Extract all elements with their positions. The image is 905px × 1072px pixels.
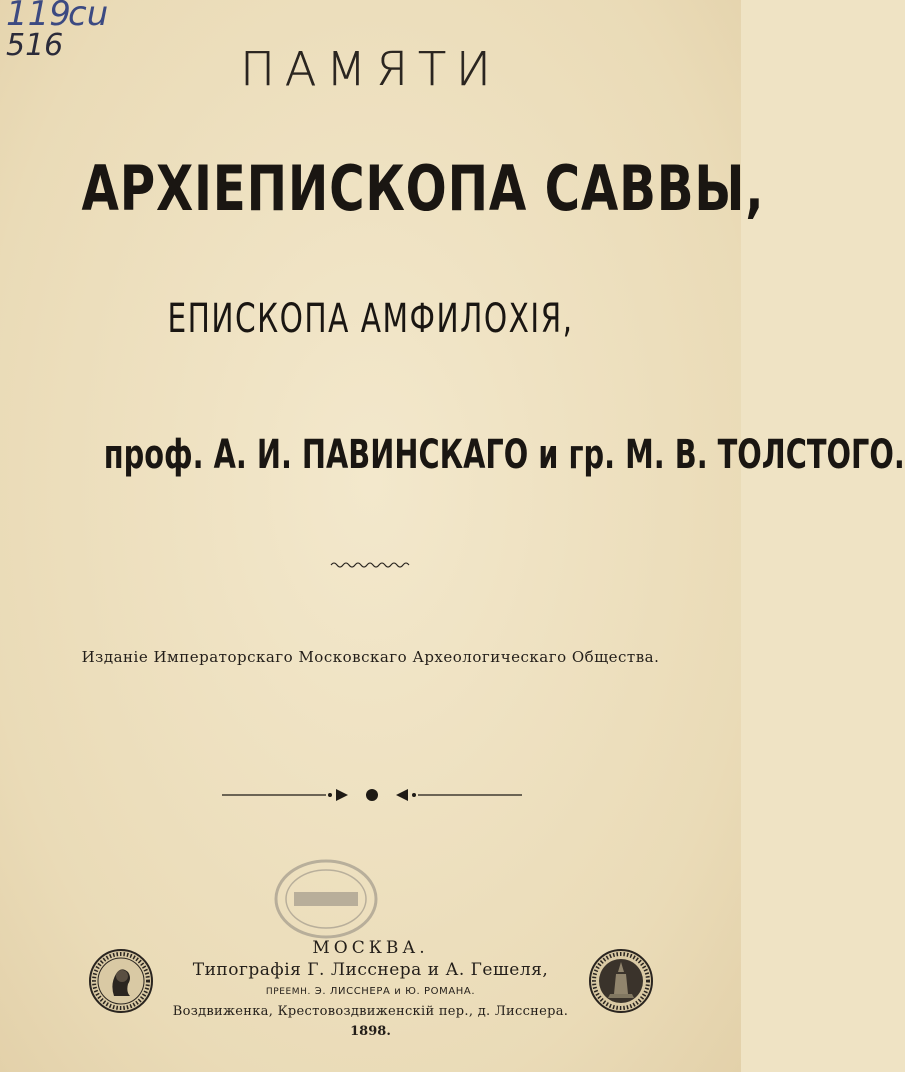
- wavy-ornament-icon: [330, 559, 412, 571]
- title-line-3: ЕПИСКОПА АМФИЛОХІЯ,: [167, 296, 574, 342]
- imprint-printer: Типографія Г. Лисснера и А. Гешеля,: [192, 960, 549, 980]
- edition-statement: Изданіе Императорскаго Московскаго Археологическаго Общества.: [81, 648, 660, 666]
- imprint-city: МОСКВА.: [312, 938, 429, 958]
- imprint-year: 1898.: [350, 1024, 391, 1039]
- imprint-address: Воздвиженка, Крестовоздвиженскій пер., д. Лисснера.: [172, 1004, 569, 1019]
- title-line-1: ПАМЯТИ: [240, 42, 501, 96]
- handwritten-shelfmark-bottom: 516: [6, 28, 64, 63]
- library-stamp-icon: [272, 856, 380, 942]
- title-line-4: проф. А. И. ПАВИНСКАГО и гр. М. В. ТОЛСТОГО.: [103, 432, 905, 478]
- imprint-successor-prefix: ПРЕЕМН.: [265, 987, 312, 997]
- handwritten-mark: cu: [68, 0, 109, 34]
- title-line-2: АРХІЕПИСКОПА САВВЫ,: [81, 152, 765, 225]
- ornamental-rule-icon: [222, 784, 522, 806]
- imprint-successor-names: Э. ЛИССНЕРА и Ю. РОМАНА.: [314, 986, 476, 997]
- handwritten-shelfmark-top: 119: [6, 0, 71, 34]
- imprint-successor: [0, 986, 741, 997]
